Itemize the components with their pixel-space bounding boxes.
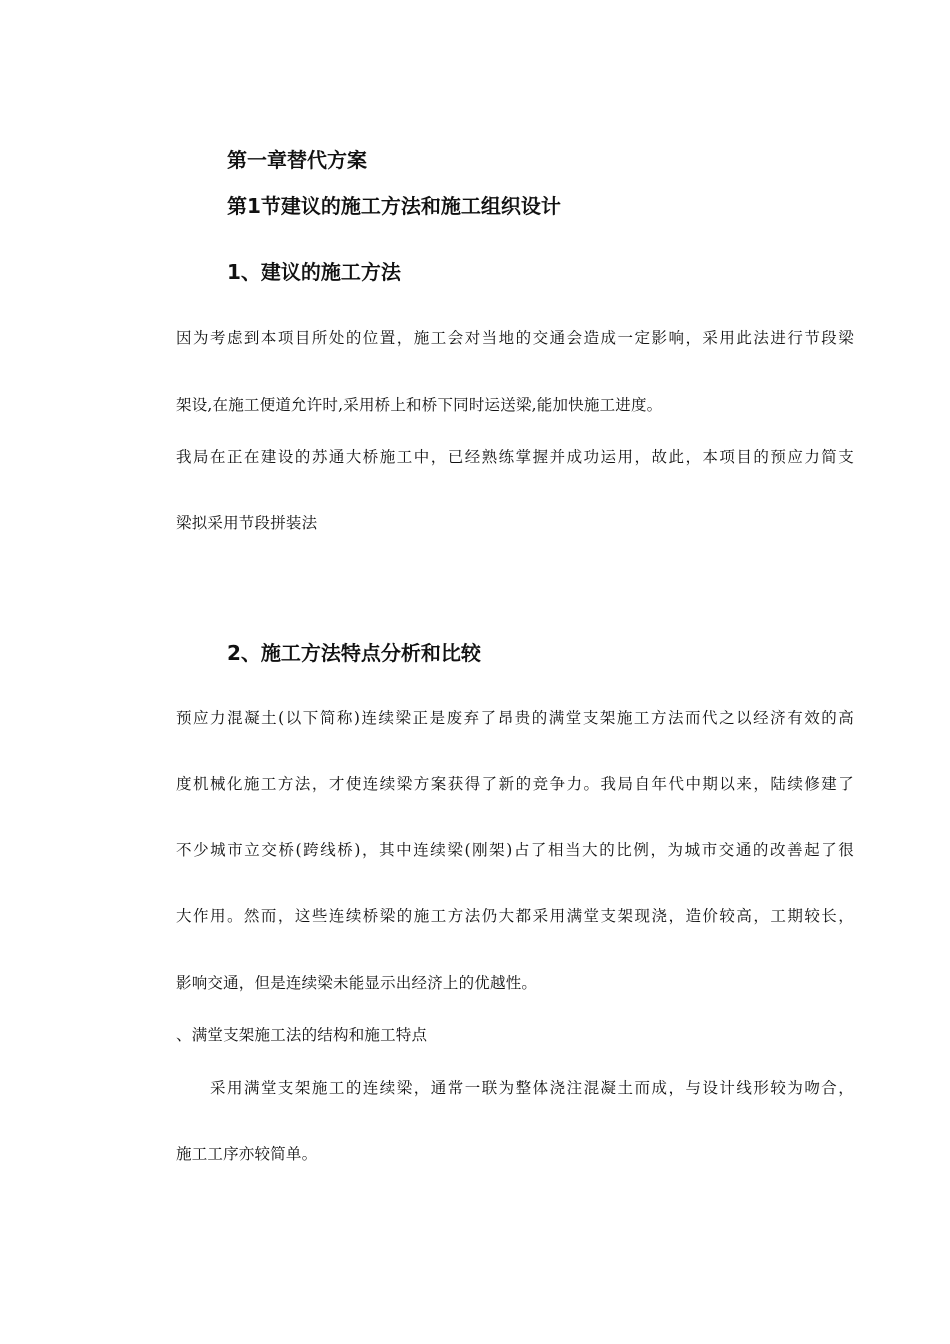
paragraph-line: 架设,在施工便道允许时,采用桥上和桥下同时运送梁,能加快施工进度。 [176,396,663,414]
paragraph-line: 大作用。然而，这些连续桥梁的施工方法仍大都采用满堂支架现浇，造价较高，工期较长， [176,907,854,925]
paragraph-line: 度机械化施工方法，才使连续梁方案获得了新的竞争力。我局自年代中期以来，陆续修建了 [176,775,854,793]
paragraph-line: 预应力混凝土(以下简称)连续梁正是废弃了昂贵的满堂支架施工方法而代之以经济有效的高 [176,709,854,727]
paragraph-line: 梁拟采用节段拼装法 [176,514,318,532]
chapter-title: 第一章替代方案 [227,148,367,172]
subsection-heading-1: 1、建议的施工方法 [227,260,401,284]
paragraph-line: 影响交通，但是连续梁未能显示出经济上的优越性。 [176,974,538,992]
paragraph-line: 施工工序亦较简单。 [176,1145,318,1163]
section-title: 第1节建议的施工方法和施工组织设计 [227,194,561,218]
paragraph-line: 采用满堂支架施工的连续梁，通常一联为整体浇注混凝土而成，与设计线形较为吻合， [210,1079,854,1097]
paragraph-line: 因为考虑到本项目所处的位置，施工会对当地的交通会造成一定影响，采用此法进行节段梁 [176,329,854,347]
subsection-heading-2: 2、施工方法特点分析和比较 [227,641,481,665]
paragraph-line: 我局在正在建设的苏通大桥施工中，已经熟练掌握并成功运用，故此，本项目的预应力简支 [176,448,854,466]
paragraph-line: 不少城市立交桥(跨线桥)，其中连续梁(刚架)占了相当大的比例，为城市交通的改善起了很 [176,841,854,859]
item-heading: 、满堂支架施工法的结构和施工特点 [176,1026,428,1044]
